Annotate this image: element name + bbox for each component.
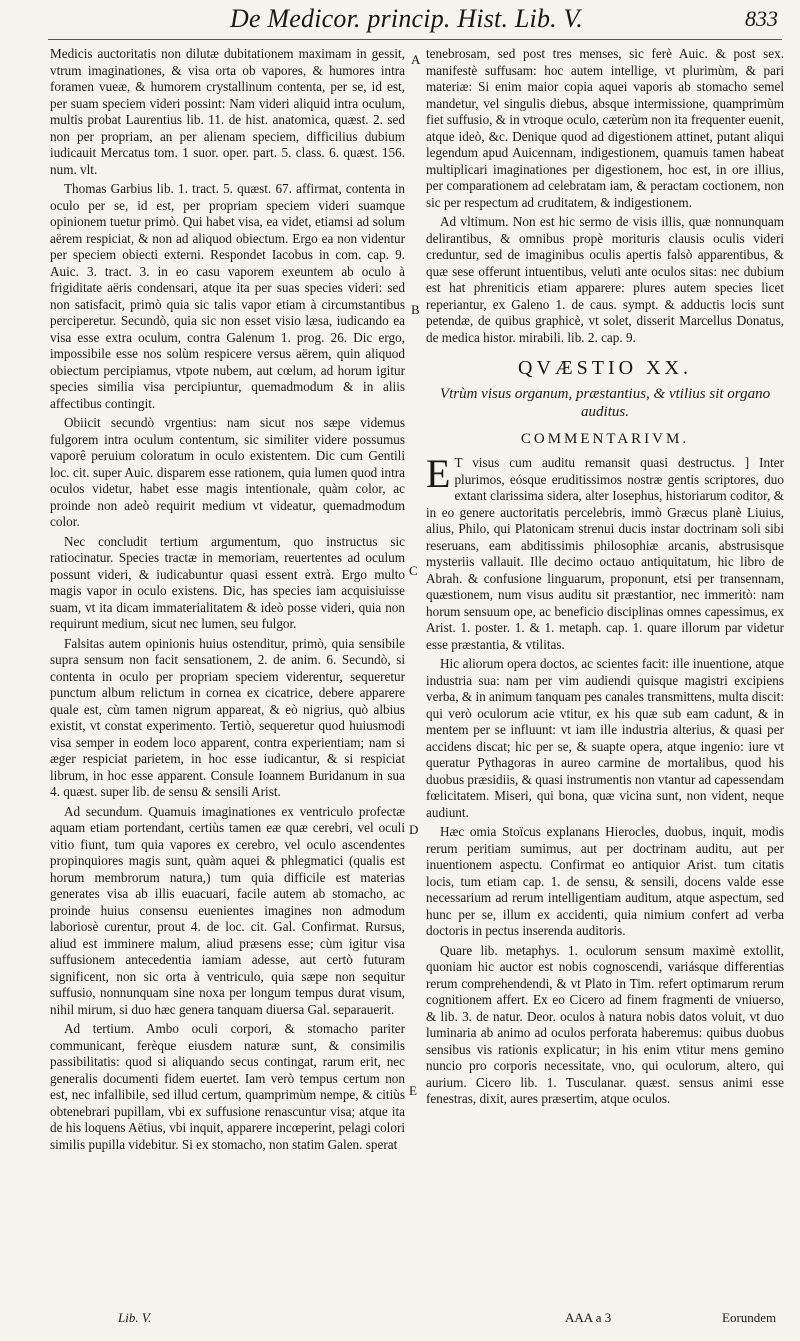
drop-cap: E — [426, 451, 451, 496]
right-paragraph-3 — [426, 451, 784, 653]
signature-mark: AAA a 3 — [565, 1310, 612, 1325]
right-paragraph-3-text: T visus cum auditu remansit quasi destructus. ] Inter plurimos, eósque eruditissimos nostræ gentis scriptores, duo extant clarissima sidera, alter Iosephus, historiarum coditor, & in eo genere auctoritatis percelebris, immò Græcus planè Liuius, alius, Philo, qui Platonicam strenui ducis instar doctrinam soli sibi reseruans, eam abditissimis philosophiæ arcanis, abstrusisque mysteriis vallauit. Ille decimo octauo antiquitatum, hic libro de Abrah. & confusione linguarum, proponunt, etsi per transennam, quæstionem, num visus auditu sit præstantior, nec immeritò: nam horum sensuum ope, ac beneficio disciplinas omnes capessimus, ex Arist. 1. poster. 1. & 1. metaph. cap. 1. quare illorum par videtur esse præstantia, & vtilitas. — [426, 455, 784, 652]
page-number: 833 — [745, 6, 778, 31]
margin-letter-e: E — [409, 1083, 417, 1098]
left-paragraph-4: Nec concludit tertium argumentum, quo instructus sic ratiocinatur. Species tractæ in memoriam, reuertentes ad oculum possunt videri, & iudicabuntur quasi essent extrà. Ergo multo magis vapor in oculo existens. Dic, has species iam acquisiuisse suam, vt ita dicam immaterialitatem & ideò posse videri, quia non requirunt medium, sicut nec lumen, seu fulgor. — [50, 533, 405, 631]
catchword-left: Lib. V. — [118, 1310, 152, 1325]
commentary-heading: COMMENTARIVM. — [520, 430, 690, 447]
right-paragraph-1: tenebrosam, sed post tres menses, sic ferè Auic. & post sex. manifestè suffusam: hoc autem intellige, vt plurimùm, & pari materiæ: Si enim maior copia aquei vaporis ab stomacho semel mandetur, vel singulis diebus, absque intermissione, quamprimùm fiet suffusio, & in vtroque oculo, cæterùm non ita frequenter euenit, atque ideò, &c. Denique quod ad digestionem attinet, putant aliqui legendum apud Auicennam, indigestionem, quamuis tamen habeat multiplicari imaginationes per digestionem, hoc est, in ore illius, per comparationem ad celebratam iam, & peractam coctionem, non sic per respectum ad cruditatem, & indigestionem. — [426, 46, 784, 210]
right-paragraph-5: Hæc omia Stoïcus explanans Hierocles, duobus, inquit, modis rerum peritiam sumimus, aut per doctrinam auditu, aut per inuentionem aspectu. Confirmat eo antiquior Arist. tum citatis locis, tum etiam cap. 1. de sensu, & sensili, docens valde esse necessarium ad rerum intelligentiam auditum, atque aspectum, sed hunc per se, illum ex accidenti, quia nimium confert ad verba doctoris in pectus inserenda auditoris. — [426, 824, 784, 938]
question-subtitle: Vtrùm visus organum, præstantius, & vtilius sit organo auditus. — [439, 385, 771, 420]
margin-letter-b: B — [411, 302, 420, 317]
left-paragraph-7: Ad tertium. Ambo oculi corpori, & stomacho pariter communicant, ferèque eiusdem naturæ sunt, & consimilis passibilitatis: quod si aliquando secus contingat, rarum erit, nec generalis documenti fidem euertet. Iam verò tempus certum non est, nec infallibile, sed illud certum, quamprimùm nempe, & citiùs obtenebrari pupillam, vbi ex suffusione renascuntur visa; atque ita de his loquens Aëtius, vbi inquit, apparere incœperint, pelagi colori similis pupilla videbitur. Si ex stomacho, non statim Galen. sperat — [50, 1021, 405, 1152]
left-paragraph-2: Thomas Garbius lib. 1. tract. 5. quæst. 67. affirmat, contenta in oculo per se, id est, per propriam speciem videri suamque opinionem tuetur primò. Qui habet visa, ea videt, etiamsi ad solum aërem respiciat, & non ad aliquod obiectum. Ergo ea non videntur per speciem obiecti externi. Respondet Iacobus in com. cap. 9. Auic. 3. tract. 3. in eo casu vaporem exeuntem ab oculo à frigiditate aëris condensari, atque ita per suas species videri: sed non satisfacit, primò quia sic talis vapor etiam à circumstantibus perciperetur. Secundò, quia sic non esset visio læsa, iudicando ea visa esse extra oculum, contra Galenum 1. prog. 26. Dic ergo, impossibile esse nos solùm respicere versus aërem, quin aliquod obiectum percipiamus, vtpote nubem, aut cœlum, ad horum igitur species similia visa percipiuntur, quemadmodum & in aliis affectibus contingit. — [50, 181, 405, 411]
margin-letter-d: D — [409, 822, 419, 837]
left-paragraph-5: Falsitas autem opinionis huius ostenditur, primò, quia sensibile supra sensum non facit sensationem, 2. de anim. 6. Secundò, si contenta in oculo per propriam speciem viderentur, sequeretur punctum album relictum in cornea ex cicatrice, debere apparere quale est, cùm tamen nigrum appareat, & eò nigrius, quò albius existit, vt constat experimento. Tertiò, sequeretur quod huiusmodi visa semper in eodem loco apparent, contra experientiam; nam si æger respiciat parietem, in hoc esse iudicantur, & si respiciat librum, in hoc esse apparent. Consule Ioannem Buridanum in sua 4. quæst. super lib. de sensu & sensili Arist. — [50, 635, 405, 799]
question-title: QVÆSTIO XX. — [518, 357, 692, 379]
right-paragraph-4: Hic aliorum opera doctos, ac scientes facit: ille inuentione, atque industria sua: nam per vim audiendi quisque magistri excipiens verba, & in animum tanquam pes canales transmittens, multa discit: qui verò oculorum acie vtitur, ex his quæ sub eam cadunt, & in mentem per se influunt: vt iam ille industria alterius, & quasi per accidens discat; hic per se, & suapte opera, atque ingenio: iure vt queratur Pythagoras in aureo carmine de mortalibus, quod his duobus præsidiis, & quasi instrumentis non vtantur ad capessendam fœlicitatem. Miseri, qui bona, quæ vicina sunt, non vident, neque audiunt. — [426, 656, 784, 820]
left-paragraph-3: Obiicit secundò vrgentius: nam sicut nos sæpe videmus fulgorem intra oculum contentum, sic similiter videre possumus vaporê peruium coloratum in oculo existentem. Dic cum Gentili loc. cit. super Auic. disparem esse rationem, quia lumen quod intra oculos videtur, habet esse magis intentionale, quàm color, ac proinde non adeò requirit medium vt videatur, quemadmodum color. — [50, 415, 405, 529]
running-head: De Medicor. princip. Hist. Lib. V. — [230, 4, 583, 33]
right-paragraph-6: Quare lib. metaphys. 1. oculorum sensum maximè extollit, quoniam hic auctor est nobis cognoscendi, variásque differentias rerum comprehendendi, & vt Plato in Tim. refert optimarum rerum cognitionem affert. Ex eo Cicero ad finem fragmenti de vniuerso, & lib. 3. de natur. Deor. oculos à natura nobis datos voluit, vt duo luminaria ab animo ad oculos perforata haberemus: quibus duobus sensibus vis rationis explicatur; in his enim vtitur mens gemino nuncio pro corporis necessitate, vno, qui oculorum, altero, qui aurium. Cicero lib. 1. Tusculanar. quæst. sensus animi esse fenestras, dixit, aures præsertim, atque oculos. — [426, 942, 784, 1106]
header-rule — [48, 39, 782, 40]
left-paragraph-6: Ad secundum. Quamuis imaginationes ex ventriculo profectæ aquam etiam portendant, certiùs tamen eæ quæ cerebri, vel oculi vitio fiunt, tum quia vapores ex cerebro, vel oculo ascendentes propinquiores magis sunt, quàm aquei & phlegmatici (qualis est horum membrorum natura,) tum quia difficile est materias generates visa ab illis euacuari, facile autem ab stomacho, ac proinde huius consensu euenientes imagines non admodum laboriosè curentur, prout 4. de loc. cit. Gal. Confirmat. Rursus, aliud est imminere malum, aliud præsens esse; cùm igitur visa suffusionem antecedentia iamiam adesse, aut certò futuram significent, non sic orta à ventriculo, quia sæpe non sequitur suffusio, nonnunquam sine noxa per longum tempus durat visum, nihil mirum, si duo hæc genera tanquam diuersa Gal. separauerit. — [50, 803, 405, 1017]
right-paragraph-2: Ad vltimum. Non est hic sermo de visis illis, quæ nonnunquam delirantibus, & omnibus propè morituris clausis oculis videri creduntur, sed de imaginibus oculis apertis falsò apparentibus, & quæ sese offerunt intuentibus, veluti ante oculos sitas: nec dubium est hat phreniticis etiam apparere: plures autem species licet reperiantur, ex Galeno 1. de caus. sympt. & adductis locis sunt petendæ, de quibus graphicè, vt solet, disserit Marcellus Donatus, de medica histor. mirabili. lib. 2. cap. 9. — [426, 214, 784, 345]
catchword-right: Eorundem — [722, 1310, 777, 1325]
left-paragraph-1: Medicis auctoritatis non dilutæ dubitationem maximam in gessit, vtrum imaginationes, & visa orta ob vapores, & humores intra foramen vueæ, & humorem crystallinum contenta, per se, id est, per suam speciem videri possint: Nam videri aliquid intra oculum, multis probat Laurentius lib. 11. de hist. anatomica, quæst. 2. sed non per propriam, an per alienam speciem, difficilius dubium iudicauit Mercatus tom. 1 suor. oper. part. 5. class. 6. quæst. 156. num. vlt. — [50, 46, 405, 177]
right-column — [426, 46, 784, 1111]
margin-letter-c: C — [409, 563, 418, 578]
margin-letter-a: A — [411, 52, 421, 67]
left-column — [50, 46, 405, 1156]
